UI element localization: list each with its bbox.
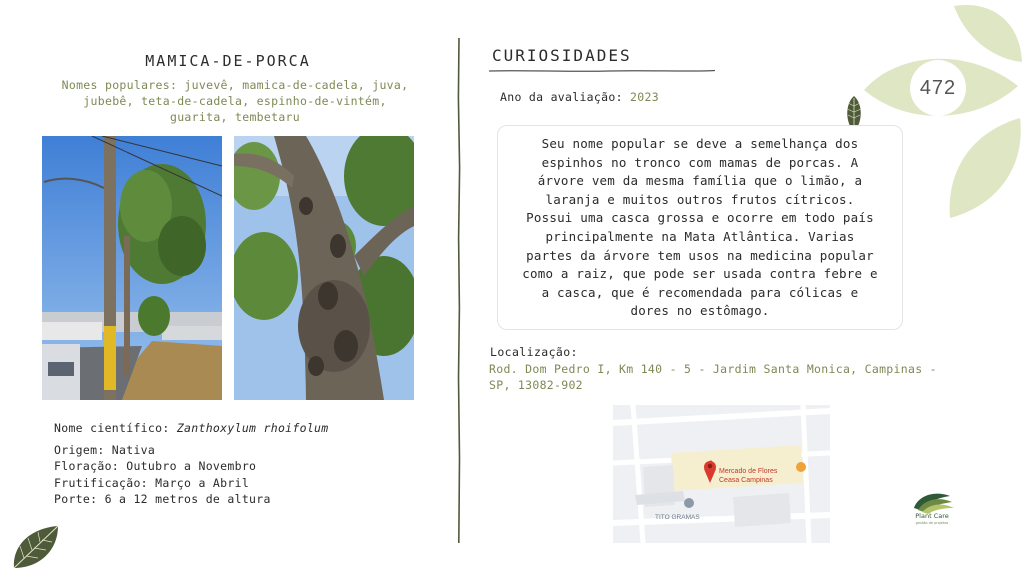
species-title: MAMICA-DE-PORCA: [145, 52, 311, 70]
scientific-name-label: Nome científico:: [54, 421, 177, 435]
map-poi-orange: [796, 462, 806, 472]
map-poi-gray: [684, 498, 694, 508]
vertical-divider: [455, 38, 463, 543]
title-underline: [489, 67, 715, 75]
popular-names: Nomes populares: juvevê, mamica-de-cadela, juva, jubebê, teta-de-cadela, espinho-de-vintém, guarita, tembetaru: [61, 78, 409, 124]
map-place-line1: Mercado de Flores: [719, 468, 778, 475]
species-facts: [54, 420, 329, 508]
evaluation-label: Ano da avaliação:: [500, 90, 631, 104]
scientific-name-value: Zanthoxylum rhoifolum: [176, 421, 329, 435]
location-address: Rod. Dom Pedro I, Km 140 - 5 - Jardim Santa Monica, Campinas - SP, 13082-902: [489, 362, 937, 392]
origin: Origem: Nativa: [54, 442, 156, 457]
decorative-leaf-bottom-left: [8, 522, 62, 572]
flowering: Floração: Outubro a Novembro: [54, 459, 257, 473]
curiosidades-title: CURIOSIDADES: [492, 46, 632, 65]
map-place-line2: Ceasa Campinas: [719, 477, 773, 484]
scientific-name: [54, 420, 329, 437]
location-map[interactable]: [613, 405, 830, 543]
evaluation-value: 2023: [630, 90, 659, 104]
logo-name: Plant Care: [915, 512, 949, 520]
tree-photo-trunk: [234, 136, 414, 400]
logo-tagline: gestão de projetos: [915, 521, 949, 525]
map-nearby-label: TITO GRAMAS: [655, 514, 700, 521]
fruiting: Frutificação: Março a Abril: [54, 475, 250, 490]
location-label: Localização:: [490, 345, 578, 359]
tree-photo-street: [42, 136, 222, 400]
size: Porte: 6 a 12 metros de altura: [54, 492, 271, 506]
curiosity-text: Seu nome popular se deve a semelhança dos espinhos no tronco com mamas de porcas. A árvore vem da mesma família que o limão, a laranja e muitos outros frutos cítricos. Possui uma casca grossa e ocorre em todo país principalmente na Mata Atlântica. Varias partes da árvore tem usos na medicina popular como a raiz, que pode ser usada contra febre e a casca, que é recomendada para cólicas e dores no estômago.: [522, 136, 878, 319]
evaluation-year: [500, 90, 659, 104]
page-number: 472: [919, 77, 957, 99]
